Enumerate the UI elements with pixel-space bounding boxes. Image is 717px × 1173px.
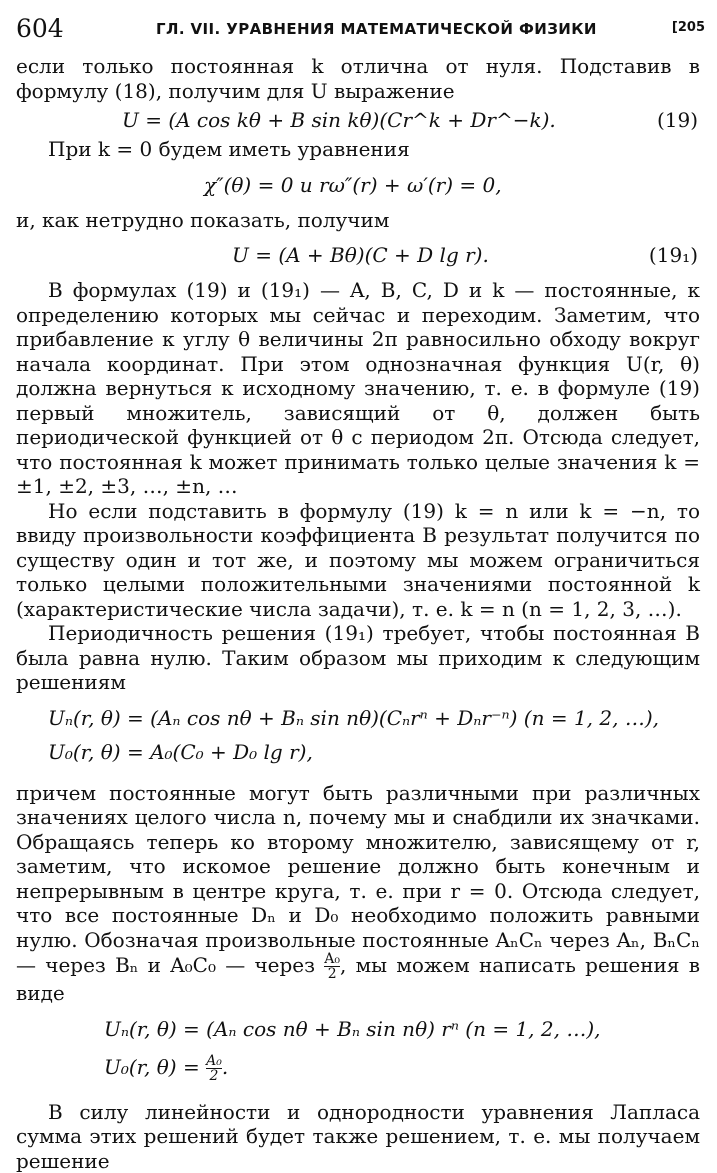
formula-u0-2-lhs: U₀(r, θ) = [104, 1055, 200, 1079]
page-body [16, 54, 700, 1173]
formula-u0-2-expression [104, 1046, 228, 1088]
paragraph-3: и, как нетрудно показать, получим [16, 208, 700, 233]
section-number: [205 [672, 20, 705, 35]
paragraph-5: Но если подставить в формулу (19) k = n или k = −n, то ввиду произвольности коэффициента B результат получится по существу один и тот же, и поэтому мы можем ограничиться только целыми положительными значениями постоянной k (характеристические числа задачи), т. е. k = n (n = 1, 2, 3, …). [16, 499, 700, 622]
formula-u0-2-numerator: A₀ [206, 1054, 222, 1068]
running-title: ГЛ. VII. УРАВНЕНИЯ МАТЕМАТИЧЕСКОЙ ФИЗИКИ [156, 20, 597, 38]
paragraph-8: В силу линейности и однородности уравнения Лапласа сумма этих решений будет также решением, т. е. мы получаем решение [16, 1100, 700, 1173]
formula-un-2 [16, 1012, 700, 1046]
formula-19-1-expression: U = (A + Bθ)(C + D lg r). [232, 238, 489, 272]
fraction-numerator: A₀ [324, 952, 340, 966]
formula-un-expression: Uₙ(r, θ) = (Aₙ cos nθ + Bₙ sin nθ)(Cₙrⁿ + Dₙr⁻ⁿ) (n = 1, 2, …), [48, 701, 659, 735]
paragraph-7-end: , мы можем написать решения в виде [16, 953, 700, 1005]
formula-ode-expression: χ″(θ) = 0 и rω″(r) + ω′(r) = 0, [204, 168, 502, 202]
formula-un-2-expression: Uₙ(r, θ) = (Aₙ cos nθ + Bₙ sin nθ) rⁿ (n = 1, 2, …), [104, 1012, 600, 1046]
formula-un [16, 701, 700, 735]
fraction-a0-over-2 [324, 952, 340, 981]
formula-ode [16, 168, 700, 202]
page-number: 604 [16, 14, 64, 43]
formula-u0-2-fraction [206, 1054, 222, 1083]
paragraph-4: В формулах (19) и (19₁) — A, B, C, D и k — постоянные, к определению которых мы сейчас и переходим. Заметим, что прибавление к углу θ величины 2π равносильно обходу вокруг начала координат. При этом однозначная функция U(r, θ) должна вернуться к исходному значению, т. е. в формуле (19) первый множитель, зависящий от θ, должен быть периодической функцией от θ с периодом 2π. Отсюда следует, что постоянная k может принимать только целые значения k = ±1, ±2, ±3, …, ±n, … [16, 278, 700, 499]
formula-19 [16, 103, 700, 137]
formula-u0-expression: U₀(r, θ) = A₀(C₀ + D₀ lg r), [48, 735, 313, 769]
formula-u0-2-period: . [222, 1055, 228, 1079]
paragraph-7-start: причем постоянные могут быть различными при различных значениях целого числа n, почему мы и снабдили их значками. Обращаясь теперь ко второму множителю, зависящему от r, заметим, что искомое решение должно быть конечным и непрерывным в центре круга, т. е. при r = 0. Отсюда следует, что все постоянные Dₙ и D₀ необходимо положить равными нулю. Обозначая произвольные постоянные AₙCₙ через Aₙ, BₙCₙ — через Bₙ и A₀C₀ — через [16, 781, 700, 978]
paragraph-2: При k = 0 будем иметь уравнения [16, 137, 700, 162]
paragraph-1: если только постоянная k отлична от нуля. Подставив в формулу (18), получим для U выражение [16, 54, 700, 103]
paragraph-6: Периодичность решения (19₁) требует, чтобы постоянная B была равна нулю. Таким образом мы приходим к следующим решениям [16, 621, 700, 695]
page-header [16, 14, 705, 44]
paragraph-7 [16, 781, 700, 1006]
formula-19-expression: U = (A cos kθ + B sin kθ)(Cr^k + Dr^−k). [122, 103, 556, 137]
formula-u0 [16, 735, 700, 769]
formula-u0-2-denominator: 2 [206, 1068, 222, 1083]
equation-number-19: (19) [657, 103, 698, 137]
fraction-denominator: 2 [324, 966, 340, 981]
formula-u0-2 [16, 1046, 700, 1088]
equation-number-19-1: (19₁) [649, 238, 698, 272]
formula-19-1 [16, 238, 700, 272]
